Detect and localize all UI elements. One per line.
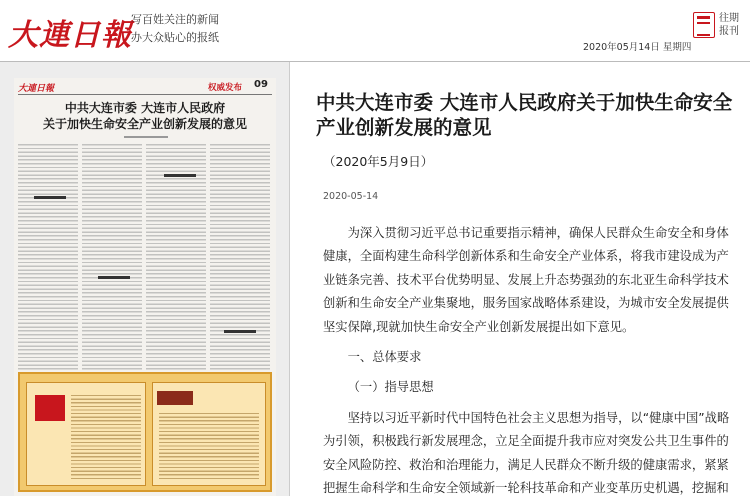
thumbnail-title-line-2: 关于加快生命安全产业创新发展的意见	[42, 117, 247, 131]
thumbnail-advert-tag	[35, 395, 65, 421]
thumbnail-advert-left	[26, 382, 146, 486]
article-paragraph: 坚持以习近平新时代中国特色社会主义思想为指导，以“健康中国”战略为引领，积极践行新发展理念，立足全面提升我市应对突发公共卫生事件的安全风险防控、救治和治理能力，满足人民群众不断升级的健康需求，紧紧把握生命科学和生命安全领域新一轮科技革命和产业变革历史机遇，挖掘和	[323, 410, 730, 496]
archive-button[interactable]	[693, 12, 740, 38]
thumbnail-heading-mark	[34, 196, 66, 199]
app-header	[0, 0, 750, 62]
article	[300, 62, 750, 496]
newspaper-icon	[693, 12, 715, 38]
thumbnail-advert-text	[71, 395, 141, 481]
section-heading: 一、总体要求	[347, 350, 422, 365]
archive-label: 往期报刊	[719, 13, 739, 37]
slogan-line-1: 写百姓关注的新闻	[131, 13, 219, 26]
thumbnail-heading-mark	[164, 174, 196, 177]
thumbnail-advert-right	[152, 382, 266, 486]
article-title: 中共大连市委 大连市人民政府关于加快生命安全产业创新发展的意见	[316, 91, 733, 139]
thumbnail-page-number: 09	[254, 79, 268, 90]
thumbnail-rule	[18, 94, 272, 95]
thumbnail-subtitle-mark	[124, 136, 168, 138]
article-body	[323, 222, 735, 496]
thumbnail-advert-text	[159, 413, 259, 479]
page-thumbnail[interactable]	[14, 78, 276, 496]
article-publish-date: 2020-05-14	[323, 191, 379, 202]
slogan	[131, 11, 219, 47]
thumbnail-masthead: 大連日報	[18, 84, 55, 94]
thumbnail-title	[14, 100, 276, 132]
article-paragraph: 为深入贯彻习近平总书记重要指示精神，确保人民群众生命安全和身体健康，全面构建生命科学创新体系和生命安全产业体系，将我市建设成为产业链条完善、技术平台优势明显、发展上升态势强劲的东北亚生命科学技术创新和生命安全产业集聚地，服务国家战略体系建设，为城市安全发展提供坚实保障,现就加快生命安全产业创新发展提出如下意见。	[323, 226, 729, 334]
newspaper-logo[interactable]: 大連日報	[8, 18, 132, 53]
thumbnail-heading-mark	[224, 330, 256, 333]
issue-date: 2020年05月14日 星期四	[583, 42, 692, 53]
thumbnail-rubric: 权威发布	[208, 83, 243, 93]
thumbnail-heading-mark	[98, 276, 130, 279]
thumbnail-title-line-1: 中共大连市委 大连市人民政府	[64, 101, 226, 115]
slogan-line-2: 办大众贴心的报纸	[131, 31, 219, 44]
page-thumbnail-panel[interactable]	[0, 62, 290, 496]
subsection-heading: （一）指导思想	[347, 380, 434, 395]
thumbnail-advert-tag	[157, 391, 193, 405]
article-document-date: （2020年5月9日）	[323, 154, 434, 169]
thumbnail-advert-block	[18, 372, 272, 492]
